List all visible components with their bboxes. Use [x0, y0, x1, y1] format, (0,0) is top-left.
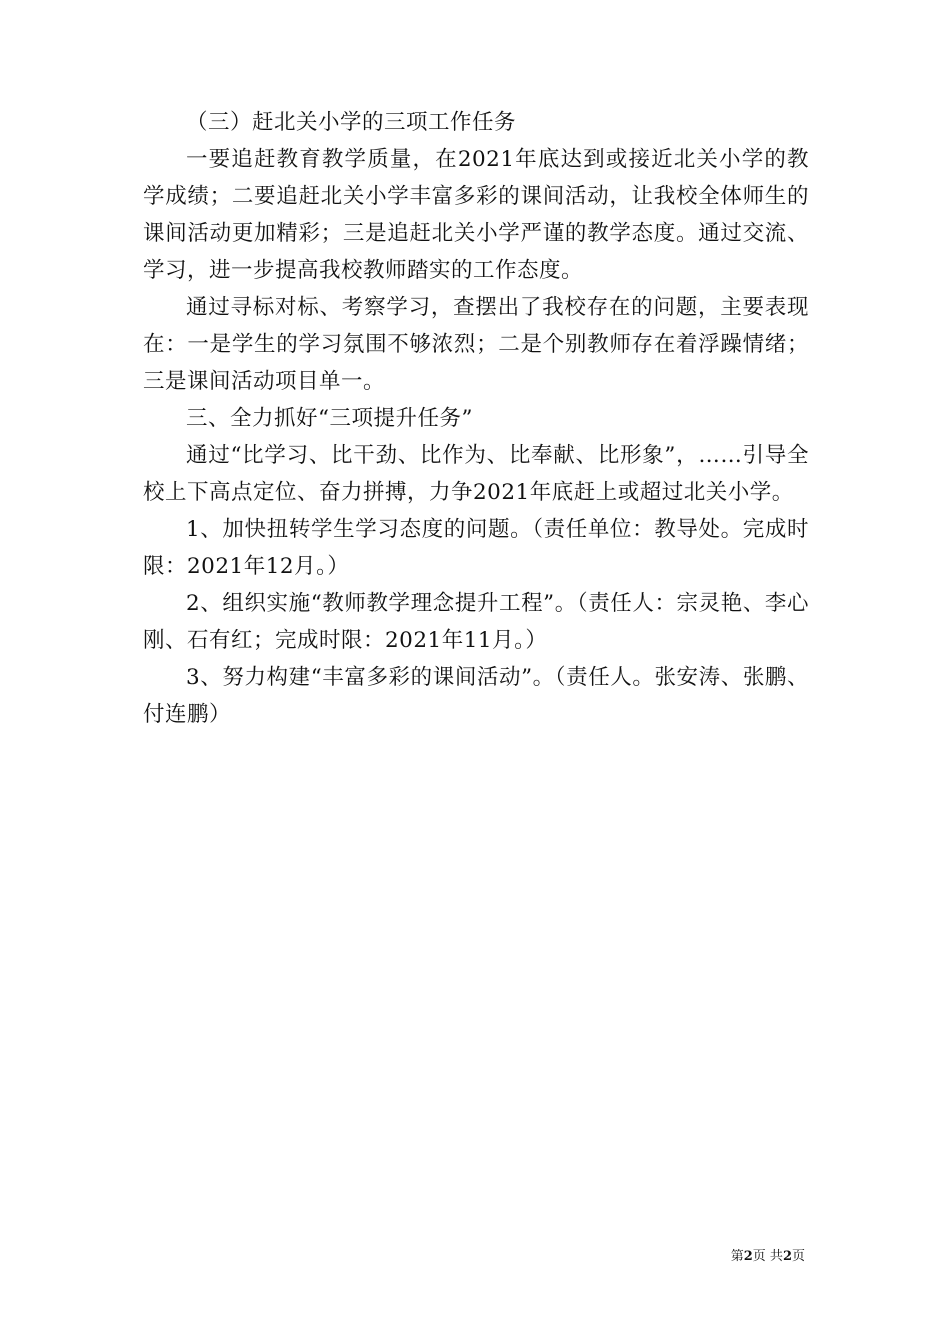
footer-suffix: 页: [791, 1249, 805, 1264]
section-heading-three-improvements: 三、全力抓好“三项提升任务”: [186, 406, 473, 431]
paragraph-problems-found: 通过寻标对标、考察学习，查摆出了我校存在的问题，主要表现在：一是学生的学习氛围不够浓烈；二是个别教师存在着浮躁情绪；三是课间活动项目单一。: [143, 295, 809, 394]
total-page-number: 2: [782, 1249, 792, 1264]
list-item-task-2: 2、组织实施“教师教学理念提升工程”。（责任人：宗灵艳、李心刚、石有红；完成时限：2021年11月。）: [143, 591, 809, 653]
paragraph-five-comparisons: 通过“比学习、比干劲、比作为、比奉献、比形象”，……引导全校上下高点定位、奋力拼搏，力争2021年底赶上或超过北关小学。: [143, 443, 809, 505]
footer-prefix: 第: [730, 1249, 744, 1264]
page-number-footer: [731, 1248, 805, 1266]
list-item-task-3: 3、努力构建“丰富多彩的课间活动”。（责任人。张安涛、张鹏、付连鹏）: [143, 665, 809, 727]
paragraph-catch-up-goals: 一要追赶教育教学质量，在2021年底达到或接近北关小学的教学成绩；二要追赶北关小学丰富多彩的课间活动，让我校全体师生的课间活动更加精彩；三是追赶北关小学严谨的教学态度。通过交流、学习，进一步提高我校教师踏实的工作态度。: [143, 147, 809, 283]
section-heading-three-tasks: （三）赶北关小学的三项工作任务: [186, 110, 517, 135]
document-body: [143, 104, 809, 733]
list-item-task-1: 1、加快扭转学生学习态度的问题。（责任单位：教导处。完成时限：2021年12月。）: [143, 517, 809, 579]
current-page-number: 2: [743, 1249, 753, 1264]
footer-middle: 页 共: [752, 1249, 783, 1264]
